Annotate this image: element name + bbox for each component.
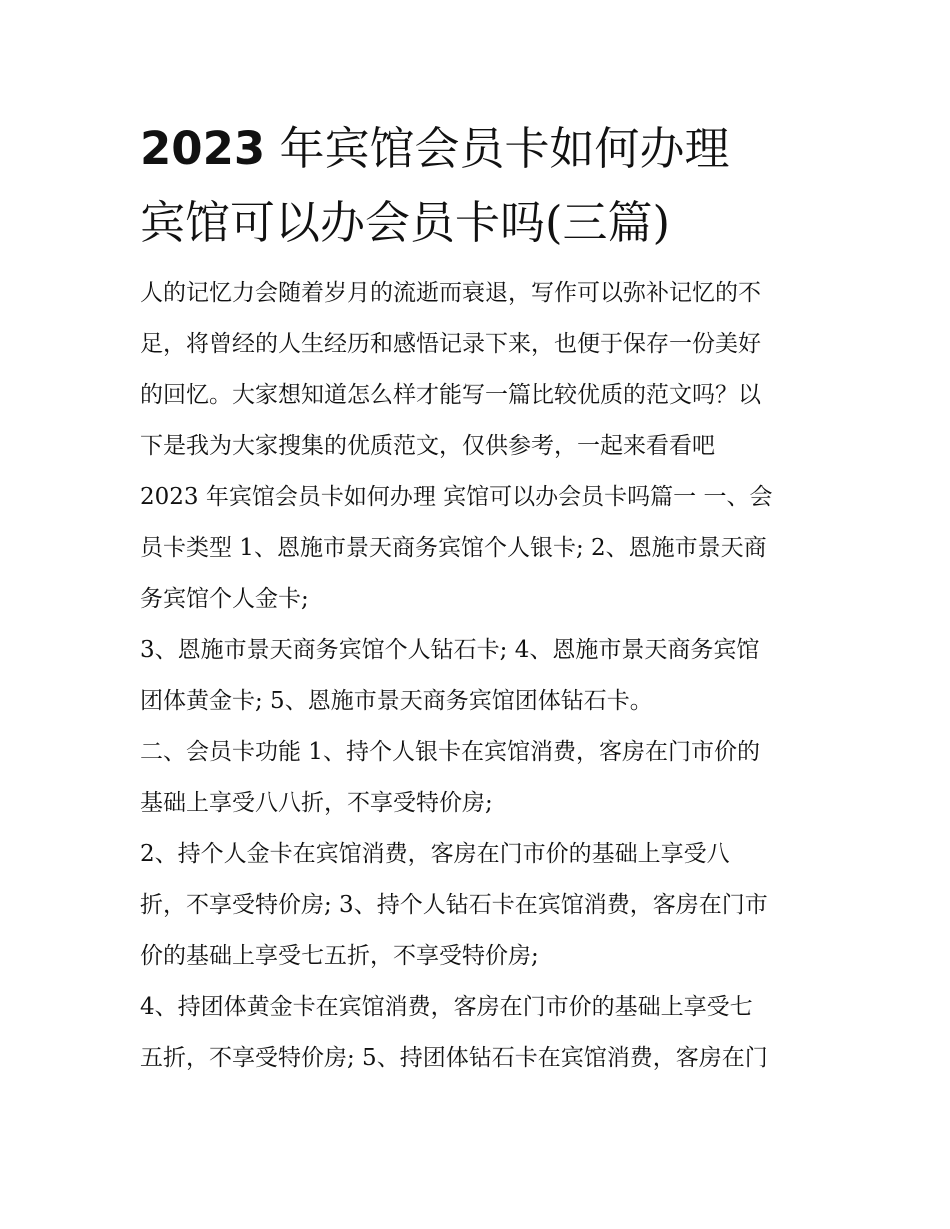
paragraph-card-types	[140, 472, 820, 625]
title-line-1	[140, 112, 840, 186]
paragraph-card-types-cont	[140, 625, 820, 727]
paragraph-line: 团体黄金卡; 5、恩施市景天商务宾馆团体钻石卡。	[140, 688, 653, 714]
paragraph-line: 3、恩施市景天商务宾馆个人钻石卡; 4、恩施市景天商务宾馆	[140, 637, 760, 663]
title-line-2: 宾馆可以办会员卡吗(三篇)	[140, 196, 671, 249]
paragraph-line: 人的记忆力会随着岁月的流逝而衰退，写作可以弥补记忆的不	[140, 280, 761, 306]
title-year: 2023	[140, 122, 266, 175]
paragraph-gold-diamond	[140, 829, 820, 982]
paragraph-line: 4、持团体黄金卡在宾馆消费，客房在门市价的基础上享受七	[140, 994, 753, 1020]
document-body	[140, 268, 820, 1084]
paragraph-line: 五折，不享受特价房; 5、持团体钻石卡在宾馆消费，客房在门	[140, 1045, 768, 1071]
paragraph-group-cards	[140, 982, 820, 1084]
paragraph-intro	[140, 268, 820, 472]
paragraph-card-functions	[140, 727, 820, 829]
paragraph-line: 足，将曾经的人生经历和感悟记录下来，也便于保存一份美好	[140, 331, 761, 357]
document-title	[140, 112, 840, 260]
paragraph-line: 价的基础上享受七五折，不享受特价房;	[140, 943, 539, 969]
title-line-1-text: 年宾馆会员卡如何办理	[265, 122, 730, 175]
paragraph-line: 下是我为大家搜集的优质范文，仅供参考，一起来看看吧	[140, 433, 715, 459]
paragraph-line: 二、会员卡功能 1、持个人银卡在宾馆消费，客房在门市价的	[140, 739, 760, 765]
paragraph-line: 的回忆。大家想知道怎么样才能写一篇比较优质的范文吗？以	[140, 382, 761, 408]
paragraph-line: 务宾馆个人金卡;	[140, 586, 309, 612]
paragraph-line: 2023 年宾馆会员卡如何办理 宾馆可以办会员卡吗篇一 一、会	[140, 484, 773, 510]
paragraph-line: 折，不享受特价房; 3、持个人钻石卡在宾馆消费，客房在门市	[140, 892, 768, 918]
paragraph-line: 基础上享受八八折，不享受特价房;	[140, 790, 493, 816]
paragraph-line: 2、持个人金卡在宾馆消费，客房在门市价的基础上享受八	[140, 841, 730, 867]
paragraph-line: 员卡类型 1、恩施市景天商务宾馆个人银卡; 2、恩施市景天商	[140, 535, 767, 561]
